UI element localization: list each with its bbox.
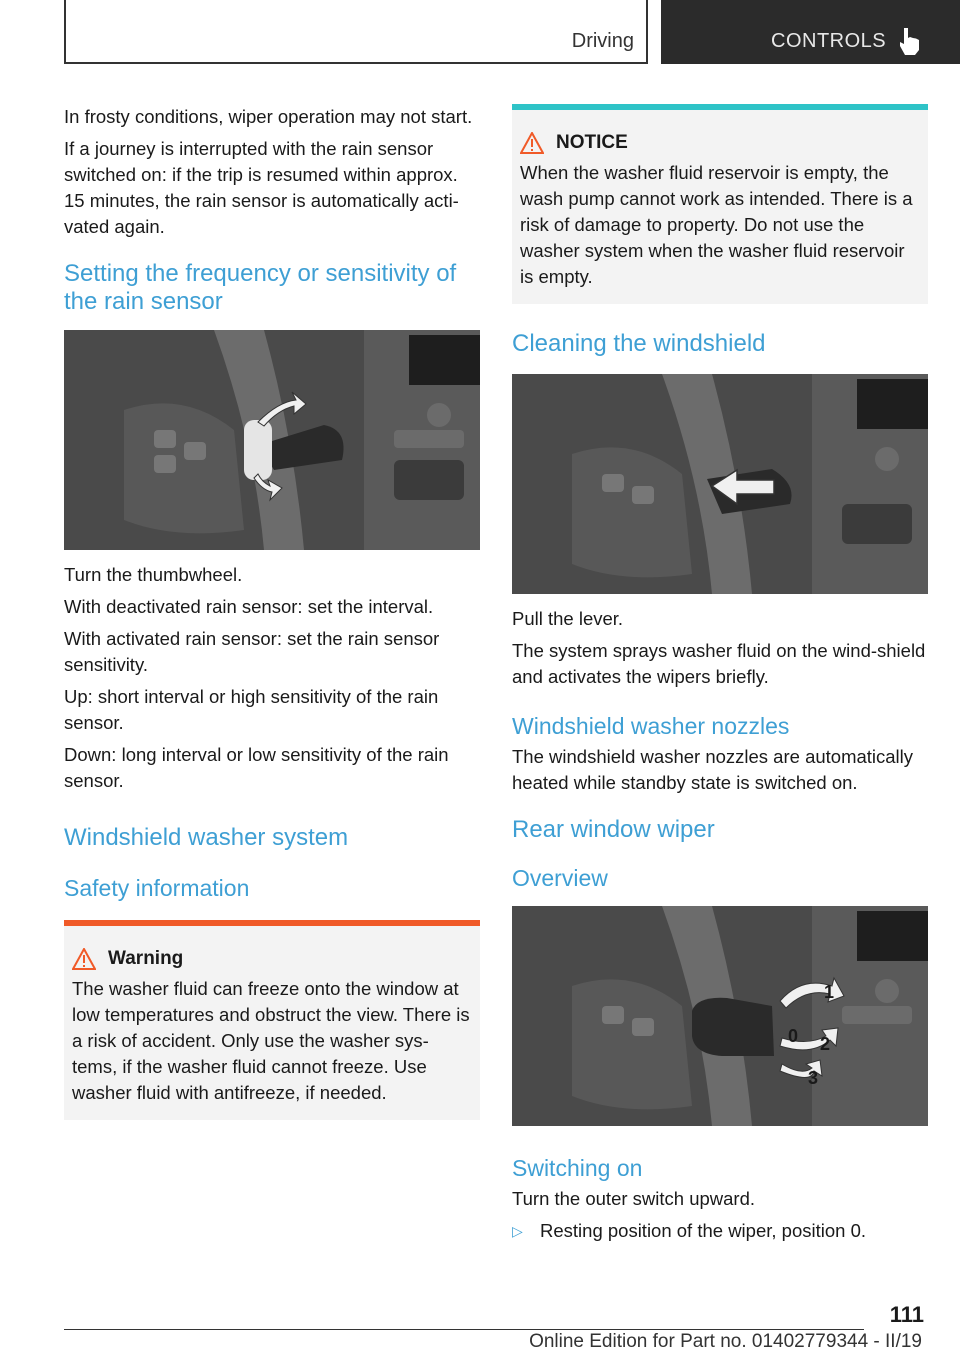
- paragraph-deactivated-sensor: With deactivated rain sensor: set the interval.: [64, 596, 434, 617]
- paragraph-journey-interrupted: If a journey is interrupted with the rain sensor switched on: if the trip is resumed within approx. 15 minutes, the rain sensor is automatically acti‐vated again.: [64, 138, 459, 237]
- warning-header: [72, 948, 472, 970]
- heading-cleaning-windshield: Cleaning the windshield: [512, 330, 766, 357]
- paragraph-turn-outer-switch: Turn the outer switch upward.: [512, 1188, 756, 1209]
- footer-divider: [64, 1329, 864, 1330]
- heading-washer-nozzles: Windshield washer nozzles: [512, 713, 790, 739]
- notice-text: When the washer fluid reservoir is empty, the wash pump cannot work as intended. There is a risk of damage to property. Do not use the washer system when the washer fluid reservoir is empty.: [520, 162, 913, 287]
- warning-triangle-icon: [520, 132, 544, 154]
- page-number: 111: [889, 1302, 924, 1327]
- heading-overview: Overview: [512, 865, 608, 891]
- paragraph-turn-thumbwheel: Turn the thumbwheel.: [64, 564, 243, 585]
- diagram-label-1: 1: [824, 982, 835, 1002]
- heading-rear-window-wiper: Rear window wiper: [512, 816, 715, 843]
- left-column: [64, 104, 480, 1120]
- paragraph-up: Up: short interval or high sensitivity of the rain sensor.: [64, 686, 439, 733]
- heading-frequency-sensitivity: Setting the frequency or sensitivity of the rain sensor: [64, 260, 457, 315]
- pull-lever-photo: [512, 374, 928, 594]
- header-chapter-title: CONTROLS: [771, 30, 887, 52]
- heading-switching-on: Switching on: [512, 1155, 643, 1181]
- diagram-label-0: 0: [788, 1026, 799, 1046]
- list-item-text: Resting position of the wiper, position 0.: [540, 1220, 866, 1241]
- paragraph-activated-sensor: With activated rain sensor: set the rain sensor sensitivity.: [64, 628, 440, 675]
- paragraph-system-sprays: The system sprays washer fluid on the wind‐shield and activates the wipers briefly.: [512, 640, 926, 687]
- footer-edition: Online Edition for Part no. 01402779344 - II/19: [529, 1331, 922, 1352]
- header-chapter-tab: [661, 0, 960, 64]
- paragraph-frosty: In frosty conditions, wiper operation may not start.: [64, 106, 473, 127]
- right-column: [512, 104, 928, 1244]
- paragraph-pull-lever: Pull the lever.: [512, 608, 624, 629]
- paragraph-down: Down: long interval or low sensitivity of the rain sensor.: [64, 744, 449, 791]
- bullet-triangle-icon: ▷: [512, 1223, 523, 1239]
- rear-wiper-photo: [512, 906, 928, 1126]
- notice-header: [520, 132, 920, 154]
- warning-text: The washer fluid can freeze onto the window at low temperatures and obstruct the view. There is a risk of accident. Only use the washer sys‐tems, if the washer fluid cannot freeze. Use washer fluid with antifreeze, if needed.: [72, 978, 470, 1103]
- notice-label: NOTICE: [556, 132, 628, 153]
- header-section-title: Driving: [571, 30, 634, 52]
- warning-triangle-icon: [72, 948, 96, 970]
- diagram-label-2: 2: [820, 1034, 831, 1054]
- paragraph-nozzles-heated: The windshield washer nozzles are automatically heated while standby state is switched on.: [512, 746, 914, 793]
- list-item-resting-position: [512, 1218, 928, 1244]
- pointing-hand-icon: [897, 26, 923, 56]
- thumbwheel-photo: [64, 330, 480, 550]
- heading-safety-information: Safety information: [64, 875, 250, 901]
- heading-washer-system: Windshield washer system: [64, 824, 349, 851]
- header-section-box: [64, 0, 648, 64]
- diagram-label-3: 3: [808, 1068, 819, 1088]
- notice-box: [512, 104, 928, 304]
- warning-box: [64, 920, 480, 1120]
- warning-label: Warning: [108, 948, 184, 969]
